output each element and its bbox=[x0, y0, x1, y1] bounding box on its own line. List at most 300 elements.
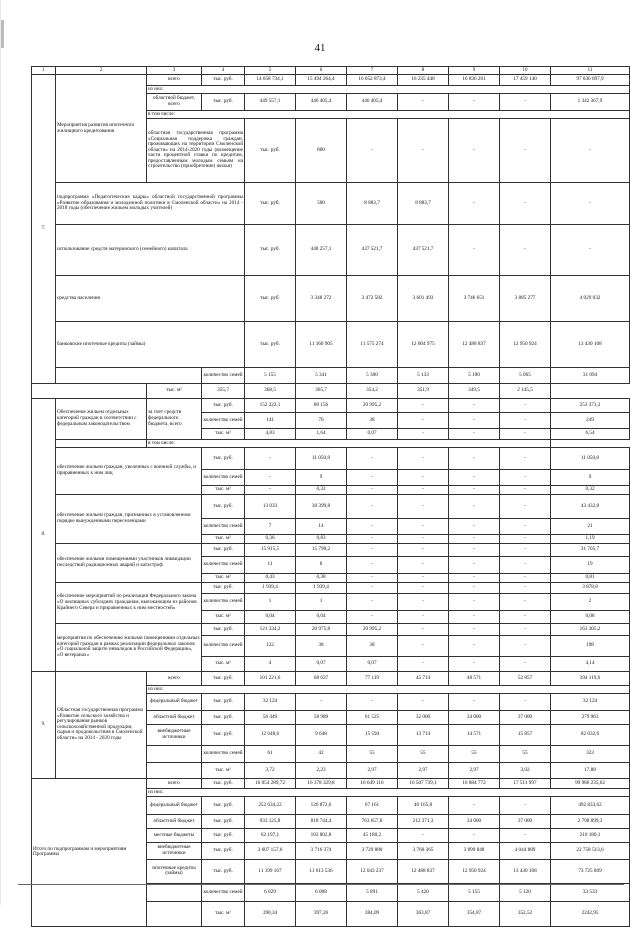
table-cell: 0,32 bbox=[296, 485, 347, 494]
table-cell: 37 000 bbox=[500, 814, 551, 828]
table-cell: 52 857 bbox=[500, 671, 551, 685]
table-cell: 20 975,8 bbox=[296, 623, 347, 635]
table-cell: - bbox=[449, 610, 500, 623]
table-cell: 13 430 108 bbox=[551, 322, 630, 368]
table-cell: 6 008 bbox=[296, 883, 347, 901]
table-cell: количество семей bbox=[202, 745, 245, 762]
table-cell: тыс. руб. bbox=[202, 543, 245, 556]
table-cell: средства населения bbox=[56, 276, 245, 322]
table-cell: 0,04 bbox=[296, 610, 347, 623]
table-cell: - bbox=[245, 469, 296, 485]
table-cell: - bbox=[449, 94, 500, 111]
table-cell: 15 494 264,4 bbox=[296, 75, 347, 86]
table-cell: - bbox=[449, 494, 500, 518]
table-cell: - bbox=[500, 412, 551, 428]
table-cell: тыс. м² bbox=[202, 428, 245, 439]
table-cell: 46 165,8 bbox=[398, 796, 449, 814]
table-cell: 5 100 bbox=[449, 367, 500, 383]
table-cell: 82 032,6 bbox=[551, 724, 630, 745]
table-cell: - bbox=[500, 556, 551, 573]
table-cell: 8 883,7 bbox=[398, 183, 449, 225]
table-cell: - bbox=[347, 494, 398, 518]
table-cell: - bbox=[449, 623, 500, 635]
table-cell: 449 557,1 bbox=[245, 94, 296, 111]
table-body bbox=[32, 67, 630, 927]
table-cell: банковские ипотечные кредиты (займы) bbox=[56, 322, 245, 368]
table-cell: 354,2 bbox=[347, 383, 398, 398]
table-cell: - bbox=[398, 94, 449, 111]
table-cell: 32 000 bbox=[398, 710, 449, 724]
table-cell: - bbox=[551, 183, 630, 225]
table-cell: 210 180,1 bbox=[551, 828, 630, 842]
table-cell: 62 197,1 bbox=[245, 828, 296, 842]
table-row bbox=[32, 494, 630, 518]
table-cell: тыс. руб. bbox=[202, 814, 245, 828]
table-cell: 31 705,7 bbox=[551, 543, 630, 556]
table-cell: - bbox=[347, 556, 398, 573]
table-cell: 16 507 739,1 bbox=[398, 778, 449, 788]
table-cell: тыс. руб. bbox=[202, 623, 245, 635]
table-cell: 11 199 167 bbox=[245, 859, 296, 883]
table-cell: 43 432,8 bbox=[551, 494, 630, 518]
table-cell: 37 000 bbox=[500, 710, 551, 724]
table-cell: 11 bbox=[245, 556, 296, 573]
table-cell: 34 000 bbox=[449, 710, 500, 724]
table-row bbox=[32, 623, 630, 635]
table-cell: - bbox=[500, 398, 551, 412]
table-cell: 21 bbox=[551, 518, 630, 534]
table-cell: 126 872,6 bbox=[296, 796, 347, 814]
table-cell: количество семей bbox=[202, 556, 245, 573]
table-cell: 67 161 bbox=[347, 796, 398, 814]
table-cell: из них: bbox=[147, 685, 630, 693]
table-cell: - bbox=[449, 518, 500, 534]
table-cell: - bbox=[449, 398, 500, 412]
table-cell: 3 885 277 bbox=[500, 276, 551, 322]
table-cell: - bbox=[500, 635, 551, 656]
table-cell: Мероприятия развития ипотечного жилищного кредитования bbox=[56, 75, 147, 183]
table-cell: - bbox=[347, 447, 398, 469]
table-cell: 349,5 bbox=[449, 383, 500, 398]
table-cell: 3 348 272 bbox=[296, 276, 347, 322]
table-cell: 9 648 bbox=[296, 724, 347, 745]
table-cell: количество семей bbox=[202, 412, 245, 428]
table-cell: 198 bbox=[551, 635, 630, 656]
table-cell: - bbox=[398, 534, 449, 543]
table-cell: 5 341 bbox=[296, 367, 347, 383]
table-cell: - bbox=[449, 428, 500, 439]
column-number-cell: 7 bbox=[347, 67, 398, 75]
table-cell: 14 571 bbox=[449, 724, 500, 745]
table-cell bbox=[56, 439, 147, 447]
table-cell: 3 760 365 bbox=[398, 842, 449, 859]
table-cell bbox=[56, 367, 202, 383]
table-cell: - bbox=[398, 412, 449, 428]
table-cell: 437 521,7 bbox=[347, 225, 398, 276]
table-cell: 12 950 924 bbox=[449, 859, 500, 883]
table-cell: тыс. руб. bbox=[202, 778, 245, 788]
table-cell: 56 449 bbox=[245, 710, 296, 724]
table-row bbox=[32, 582, 630, 593]
table-cell: 0,38 bbox=[296, 573, 347, 582]
table-cell: 8 bbox=[296, 556, 347, 573]
table-cell: 3 729 880 bbox=[347, 842, 398, 859]
table-cell: 13 714 bbox=[398, 724, 449, 745]
table-cell: внебюджетные источники bbox=[147, 842, 202, 859]
table-cell: - bbox=[449, 556, 500, 573]
table-cell: 2,23 bbox=[296, 762, 347, 778]
table-cell: 141 bbox=[245, 412, 296, 428]
table-cell: количество семей bbox=[202, 367, 245, 383]
column-number-cell: 6 bbox=[296, 67, 347, 75]
table-cell: 11 575 274 bbox=[347, 322, 398, 368]
table-cell: 397,26 bbox=[296, 901, 347, 926]
table-cell: 55 bbox=[449, 745, 500, 762]
table-cell: в том числе: bbox=[147, 111, 630, 119]
table-cell: 15 790,2 bbox=[296, 543, 347, 556]
table-cell: за счет средств федерального бюджета, всего bbox=[147, 398, 202, 439]
table-cell: федеральный бюджет bbox=[147, 796, 202, 814]
table-cell: 15 594 bbox=[347, 724, 398, 745]
table-cell: 5 420 bbox=[398, 883, 449, 901]
table-cell: 6 029 bbox=[245, 883, 296, 901]
table-cell: - bbox=[500, 543, 551, 556]
table-row bbox=[32, 367, 630, 383]
table-cell: 9 bbox=[551, 469, 630, 485]
table-cell: - bbox=[500, 119, 551, 183]
table-cell: - bbox=[449, 412, 500, 428]
table-cell: - bbox=[500, 469, 551, 485]
table-cell: - bbox=[449, 693, 500, 710]
table-cell: - bbox=[500, 447, 551, 469]
table-cell: 152 222,1 bbox=[245, 398, 296, 412]
table-cell: 13 430 108 bbox=[500, 859, 551, 883]
table-cell: 448 257,1 bbox=[296, 225, 347, 276]
table-cell: 5 120 bbox=[500, 883, 551, 901]
table-cell: - bbox=[500, 796, 551, 814]
table-cell: 121 334,2 bbox=[245, 623, 296, 635]
table-cell: 30 399,8 bbox=[296, 494, 347, 518]
table-cell: тыс. руб. bbox=[245, 225, 296, 276]
table-row bbox=[32, 276, 630, 322]
table-cell: тыс. м² bbox=[202, 485, 245, 494]
table-cell: 22 758 513,6 bbox=[551, 842, 630, 859]
table-cell: 0,32 bbox=[551, 485, 630, 494]
table-cell: 4 bbox=[245, 656, 296, 671]
table-cell: 1 bbox=[245, 593, 296, 610]
table-cell: - bbox=[296, 693, 347, 710]
table-cell: 101 221,6 bbox=[245, 671, 296, 685]
table-cell: тыс. м² bbox=[202, 762, 245, 778]
table-cell: 437 521,7 bbox=[398, 225, 449, 276]
table-cell: 9. bbox=[32, 671, 56, 778]
table-cell bbox=[147, 901, 202, 926]
table-cell: - bbox=[449, 796, 500, 814]
table-cell: - bbox=[398, 593, 449, 610]
table-cell: тыс. руб. bbox=[202, 398, 245, 412]
table-cell: - bbox=[398, 635, 449, 656]
table-cell: тыс. м² bbox=[202, 573, 245, 582]
column-number-cell: 9 bbox=[449, 67, 500, 75]
table-cell: 368,5 bbox=[245, 383, 296, 398]
table-cell: ипотечные кредиты (займы) bbox=[147, 859, 202, 883]
table-cell: 45 180,2 bbox=[347, 828, 398, 842]
table-cell: 0,43 bbox=[245, 573, 296, 582]
table-cell: 1,19 bbox=[551, 534, 630, 543]
table-cell: 3,02 bbox=[500, 762, 551, 778]
table-cell: 20 995,2 bbox=[347, 398, 398, 412]
table-cell: - bbox=[500, 593, 551, 610]
table-cell: - bbox=[551, 119, 630, 183]
table-cell: 13 033 bbox=[245, 494, 296, 518]
table-cell: количество семей bbox=[202, 518, 245, 534]
table-cell: тыс. руб. bbox=[202, 710, 245, 724]
table-cell: 14 058 734,1 bbox=[245, 75, 296, 86]
table-row bbox=[32, 183, 630, 225]
table-cell: 102 802,8 bbox=[296, 828, 347, 842]
table-cell: тыс. руб. bbox=[202, 94, 245, 111]
table-cell: 354,87 bbox=[449, 901, 500, 926]
table-cell: количество семей bbox=[202, 635, 245, 656]
table-cell: - bbox=[551, 225, 630, 276]
table-cell: обеспечение мероприятий по реализации Федерального закона «О жилищных субсидиях гражданам, выезжающим из районов Крайнего Севера и приравненных к ним местностей» bbox=[56, 582, 202, 623]
table-cell: 55 bbox=[398, 745, 449, 762]
table-cell: тыс. руб. bbox=[202, 494, 245, 518]
table-cell: - bbox=[245, 447, 296, 469]
table-cell: - bbox=[500, 485, 551, 494]
table-cell: тыс. м² bbox=[202, 901, 245, 926]
table-cell: - bbox=[347, 119, 398, 183]
table-cell: 16 884 772 bbox=[449, 778, 500, 788]
table-cell: тыс. руб. bbox=[202, 859, 245, 883]
table-cell: 38 bbox=[347, 412, 398, 428]
table-cell: - bbox=[449, 119, 500, 183]
table-cell: - bbox=[500, 225, 551, 276]
table-cell: 1 939,4 bbox=[296, 582, 347, 593]
table-cell: количество семей bbox=[202, 883, 245, 901]
column-number-cell: 4 bbox=[202, 67, 245, 75]
table-row bbox=[32, 671, 630, 685]
table-cell: 384,09 bbox=[347, 901, 398, 926]
table-cell: 16 378 329,8 bbox=[296, 778, 347, 788]
table-cell: 73 725 809 bbox=[551, 859, 630, 883]
table-cell bbox=[32, 383, 147, 398]
table-cell: 12 488 837 bbox=[449, 322, 500, 368]
table-cell: 68 637 bbox=[296, 671, 347, 685]
table-cell: 61 525 bbox=[347, 710, 398, 724]
table-cell: 1,64 bbox=[296, 428, 347, 439]
table-cell: Итого по подпрограммам и мероприятиям Программы bbox=[32, 778, 147, 926]
table-cell: - bbox=[347, 593, 398, 610]
table-cell: 8 883,7 bbox=[347, 183, 398, 225]
table-cell: - bbox=[500, 582, 551, 593]
table-cell: 3,72 bbox=[245, 762, 296, 778]
table-cell: 2,97 bbox=[347, 762, 398, 778]
table-cell: Обеспечение жильем отдельных категорий граждан в соответствии с федеральным законодательством bbox=[56, 398, 147, 439]
table-cell: 58 989 bbox=[296, 710, 347, 724]
column-number-cell: 11 bbox=[551, 67, 630, 75]
table-cell: 355,7 bbox=[202, 383, 245, 398]
table-cell: 11 613 536 bbox=[296, 859, 347, 883]
table-row bbox=[32, 778, 630, 788]
table-cell: 252 634,22 bbox=[245, 796, 296, 814]
table-cell: областной бюджет, всего bbox=[147, 94, 202, 111]
table-cell: 763 657,8 bbox=[347, 814, 398, 828]
table-cell: - bbox=[449, 485, 500, 494]
table-cell: - bbox=[398, 582, 449, 593]
table-cell: - bbox=[398, 469, 449, 485]
table-cell: 5 300 bbox=[347, 367, 398, 383]
table-cell: 446 405,4 bbox=[347, 94, 398, 111]
table-cell: 38 bbox=[296, 635, 347, 656]
table-cell: тыс. руб. bbox=[202, 671, 245, 685]
column-number-cell: 8 bbox=[398, 67, 449, 75]
table-cell: - bbox=[398, 428, 449, 439]
table-cell: 0,81 bbox=[551, 573, 630, 582]
table-cell: количество семей bbox=[202, 593, 245, 610]
table-cell: 17 511 997 bbox=[500, 778, 551, 788]
table-cell bbox=[147, 883, 202, 901]
table-cell: количество семей bbox=[202, 469, 245, 485]
table-cell: 390,34 bbox=[245, 901, 296, 926]
table-cell: - bbox=[398, 623, 449, 635]
table-cell: 19 bbox=[551, 556, 630, 573]
table-cell: из них: bbox=[147, 788, 630, 796]
table-cell: 16 235 448 bbox=[398, 75, 449, 86]
table-cell: - bbox=[449, 582, 500, 593]
table-cell: 70 bbox=[296, 412, 347, 428]
table-cell: 4,14 bbox=[551, 656, 630, 671]
table-cell: - bbox=[500, 623, 551, 635]
table-cell: 12 648,6 bbox=[245, 724, 296, 745]
table-cell: 1 bbox=[296, 593, 347, 610]
table-cell: 31 094 bbox=[551, 367, 630, 383]
table-cell: 3 472 582 bbox=[347, 276, 398, 322]
table-cell: 4 044 889 bbox=[500, 842, 551, 859]
table-cell: тыс. руб. bbox=[202, 842, 245, 859]
table-cell: 6,54 bbox=[551, 428, 630, 439]
table-cell: местные бюджеты bbox=[147, 828, 202, 842]
table-cell: - bbox=[398, 556, 449, 573]
table-cell: 11 050,8 bbox=[551, 447, 630, 469]
table-cell: областной бюджет bbox=[147, 814, 202, 828]
table-cell: 42 bbox=[296, 745, 347, 762]
table-cell: - bbox=[449, 828, 500, 842]
table-cell: 8. bbox=[32, 398, 56, 671]
table-cell: - bbox=[500, 656, 551, 671]
table-cell: 4,83 bbox=[245, 428, 296, 439]
table-row bbox=[32, 447, 630, 469]
table-cell: 5 891 bbox=[347, 883, 398, 901]
table-cell: 17 459 140 bbox=[500, 75, 551, 86]
table-cell: 55 bbox=[347, 745, 398, 762]
table-cell: 0,07 bbox=[347, 428, 398, 439]
table-cell: тыс. руб. bbox=[202, 693, 245, 710]
table-cell: - bbox=[398, 447, 449, 469]
table-cell: 12 004 975 bbox=[398, 322, 449, 368]
table-cell: тыс. руб. bbox=[202, 796, 245, 814]
table-cell: - bbox=[347, 534, 398, 543]
table-cell: - bbox=[449, 543, 500, 556]
table-cell: 12 043 237 bbox=[347, 859, 398, 883]
table-cell: - bbox=[398, 485, 449, 494]
table-cell: 2 145,5 bbox=[500, 383, 551, 398]
table-cell: - bbox=[500, 428, 551, 439]
table-row bbox=[32, 398, 630, 412]
table-cell: 16 052 873,4 bbox=[347, 75, 398, 86]
table-cell: 2,97 bbox=[398, 762, 449, 778]
table-row bbox=[32, 383, 630, 398]
table-cell: 97 036 697,9 bbox=[551, 75, 630, 86]
table-cell: в том числе: bbox=[147, 439, 551, 447]
table-cell: - bbox=[245, 485, 296, 494]
table-cell: тыс. руб. bbox=[202, 447, 245, 469]
table-cell: подпрограмма «Педагогические кадры» областной государственной программы «Развитие образования и молодежной политики в Смоленской области» на 2014 - 2018 годы (обеспечение жильем молодых учителей) bbox=[56, 183, 245, 225]
table-cell: 351,9 bbox=[398, 383, 449, 398]
column-number-cell: 1 bbox=[32, 67, 56, 75]
table-cell: - bbox=[449, 593, 500, 610]
table-cell: 77 119 bbox=[347, 671, 398, 685]
table-cell: - bbox=[500, 693, 551, 710]
table-cell: 122 bbox=[245, 635, 296, 656]
table-cell: 253 373,3 bbox=[551, 398, 630, 412]
table-cell: тыс. м² bbox=[202, 610, 245, 623]
table-cell: 55 bbox=[500, 745, 551, 762]
table-cell: - bbox=[398, 656, 449, 671]
table-cell: - bbox=[398, 610, 449, 623]
table-cell: - bbox=[398, 693, 449, 710]
table-cell: 3 899 848 bbox=[449, 842, 500, 859]
table-cell: 11 160 905 bbox=[296, 322, 347, 368]
table-cell: 0,08 bbox=[551, 610, 630, 623]
table-cell: тыс. руб. bbox=[245, 119, 296, 183]
table-cell: - bbox=[398, 119, 449, 183]
table-cell: - bbox=[500, 828, 551, 842]
table-cell: - bbox=[398, 573, 449, 582]
table-cell: 11 050,8 bbox=[296, 447, 347, 469]
table-cell: - bbox=[449, 225, 500, 276]
table-cell: 5 065 bbox=[500, 367, 551, 383]
table-cell: 933 125,8 bbox=[245, 814, 296, 828]
table-cell: - bbox=[347, 573, 398, 582]
table-cell: 0,36 bbox=[245, 534, 296, 543]
table-cell: - bbox=[449, 469, 500, 485]
table-cell: федеральный бюджет bbox=[147, 693, 202, 710]
table-cell: - bbox=[398, 518, 449, 534]
table-cell: - bbox=[500, 94, 551, 111]
table-cell: - bbox=[347, 582, 398, 593]
table-cell: - bbox=[500, 494, 551, 518]
table-cell: - bbox=[347, 693, 398, 710]
table-cell: 5 155 bbox=[449, 883, 500, 901]
table-cell: 0,07 bbox=[296, 656, 347, 671]
table-cell: - bbox=[398, 543, 449, 556]
program-financing-table bbox=[31, 66, 630, 927]
table-cell: 394 119,6 bbox=[551, 671, 630, 685]
table-cell: - bbox=[347, 518, 398, 534]
table-cell: областная государственная программа «Социальная поддержка граждан, проживающих на территории Смоленской области» на 2014-2020 годы (возмещение части процентной ставки по кредитам, предоставленным молодым семьям на строительство (приобретение) жилья) bbox=[147, 119, 245, 183]
table-cell: всего bbox=[147, 671, 202, 685]
scan-edge bbox=[0, 0, 1, 905]
table-cell: 3 746 651 bbox=[449, 276, 500, 322]
table-cell: - bbox=[398, 398, 449, 412]
table-cell: тыс. м² bbox=[202, 534, 245, 543]
table-cell: - bbox=[449, 635, 500, 656]
table-cell: тыс. руб. bbox=[202, 582, 245, 593]
table-row bbox=[32, 543, 630, 556]
table-cell: 12 950 924 bbox=[500, 322, 551, 368]
table-cell: - bbox=[500, 518, 551, 534]
